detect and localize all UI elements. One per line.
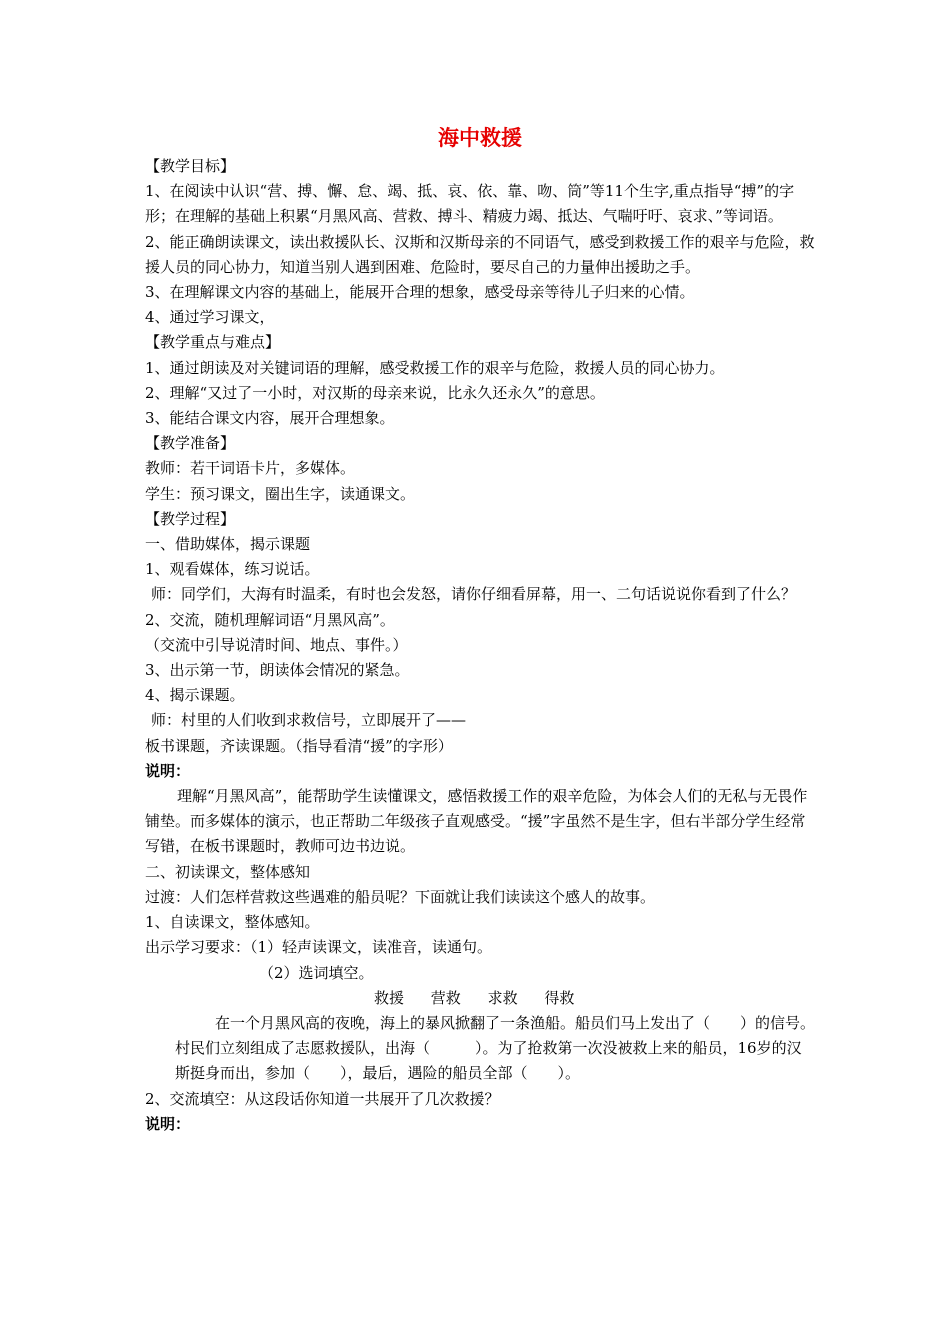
word-choice: 得救: [544, 988, 575, 1007]
note-label-1: 说明：: [145, 761, 191, 780]
objective-2: 2、能正确朗读课文，读出救援队长、汉斯和汉斯母亲的不同语气，感受到救援工作的艰辛与危险，救援人员的同心协力，知道当别人遇到困难、危险时，要尽自己的力量伸出援助之手。: [145, 232, 815, 276]
section-heading-objectives: 【教学目标】: [145, 157, 236, 175]
step-1-2: 2、交流，随机理解词语“月黑风高”。: [145, 610, 395, 629]
step-1-1: 1、观看媒体，练习说话。: [145, 560, 320, 579]
learning-requirement-2: （2）选词填空。: [259, 963, 374, 982]
teacher-speech-1: 师：同学们，大海有时温柔，有时也会发怒，请你仔细看屏幕，用一、二句话说说你看到了什么？: [151, 585, 797, 604]
step-heading-1: 一、借助媒体，揭示课题: [145, 535, 311, 554]
transition-text: 过渡：人们怎样营救这些遇难的船员呢？下面就让我们读读这个感人的故事。: [145, 887, 656, 906]
objective-1: 1、在阅读中认识“营、搏、懈、怠、竭、抵、哀、依、靠、吻、筒”等11个生字,重点指导“搏”的字形；在理解的基础上积累“月黑风高、营救、搏斗、精疲力竭、抵达、气喘吁吁、哀求、”等词语。: [145, 182, 795, 226]
word-choice: 救援: [374, 988, 405, 1007]
word-choice: 求救: [487, 988, 518, 1007]
note-label-2: 说明：: [145, 1114, 191, 1133]
key-point-3: 3、能结合课文内容，展开合理想象。: [145, 409, 395, 428]
step-heading-2: 二、初读课文，整体感知: [145, 862, 311, 881]
objective-4: 4、通过学习课文，: [145, 308, 275, 327]
fill-in-passage: 在一个月黑风高的夜晚，海上的暴风掀翻了一条渔船。船员们马上发出了（ ）的信号。村民们立刻组成了志愿救援队，出海（ ）。为了抢救第一次没被救上来的船员，16岁的汉斯挺身而出，参加（ ），最后，遇险的船员全部（ ）。: [175, 1013, 816, 1083]
step-1-2-note: （交流中引导说清时间、地点、事件。）: [145, 635, 408, 654]
step-1-3: 3、出示第一节，朗读体会情况的紧急。: [145, 661, 410, 680]
note-text-1: 理解“月黑风高”，能帮助学生读懂课文，感悟救援工作的艰辛危险，为体会人们的无私与无畏作铺垫。而多媒体的演示，也正帮助二年级孩子直观感受。“援”字虽然不是生字，但右半部分学生经常写错，在板书课题时，教师可边书边说。: [145, 787, 808, 856]
key-point-2: 2、理解“又过了一小时，对汉斯的母亲来说，比永久还永久”的意思。: [145, 383, 605, 402]
section-heading-preparation: 【教学准备】: [145, 434, 236, 453]
preparation-teacher: 教师：若干词语卡片，多媒体。: [145, 459, 356, 478]
step-1-board: 板书课题，齐读课题。（指导看清“援”的字形）: [145, 736, 453, 755]
step-1-4: 4、揭示课题。: [145, 686, 245, 705]
preparation-student: 学生：预习课文，圈出生字，读通课文。: [145, 484, 416, 503]
teacher-speech-2: 师：村里的人们收到求救信号，立即展开了——: [151, 711, 467, 730]
key-point-1: 1、通过朗读及对关键词语的理解，感受救援工作的艰辛与危险，救援人员的同心协力。: [145, 358, 725, 377]
step-2-2: 2、交流填空：从这段话你知道一共展开了几次救援？: [145, 1089, 500, 1108]
learning-requirement-1: 出示学习要求：（1）轻声读课文，读准音，读通句。: [145, 938, 493, 957]
word-choices: [145, 986, 815, 1011]
objective-3: 3、在理解课文内容的基础上，能展开合理的想象，感受母亲等待儿子归来的心情。: [145, 283, 695, 302]
word-choice: 营救: [430, 988, 461, 1007]
page-title: 海中救援: [438, 126, 522, 150]
document-page: [145, 124, 815, 1137]
section-heading-process: 【教学过程】: [145, 509, 236, 528]
section-heading-key-points: 【教学重点与难点】: [145, 333, 281, 352]
step-2-1: 1、自读课文，整体感知。: [145, 913, 320, 932]
